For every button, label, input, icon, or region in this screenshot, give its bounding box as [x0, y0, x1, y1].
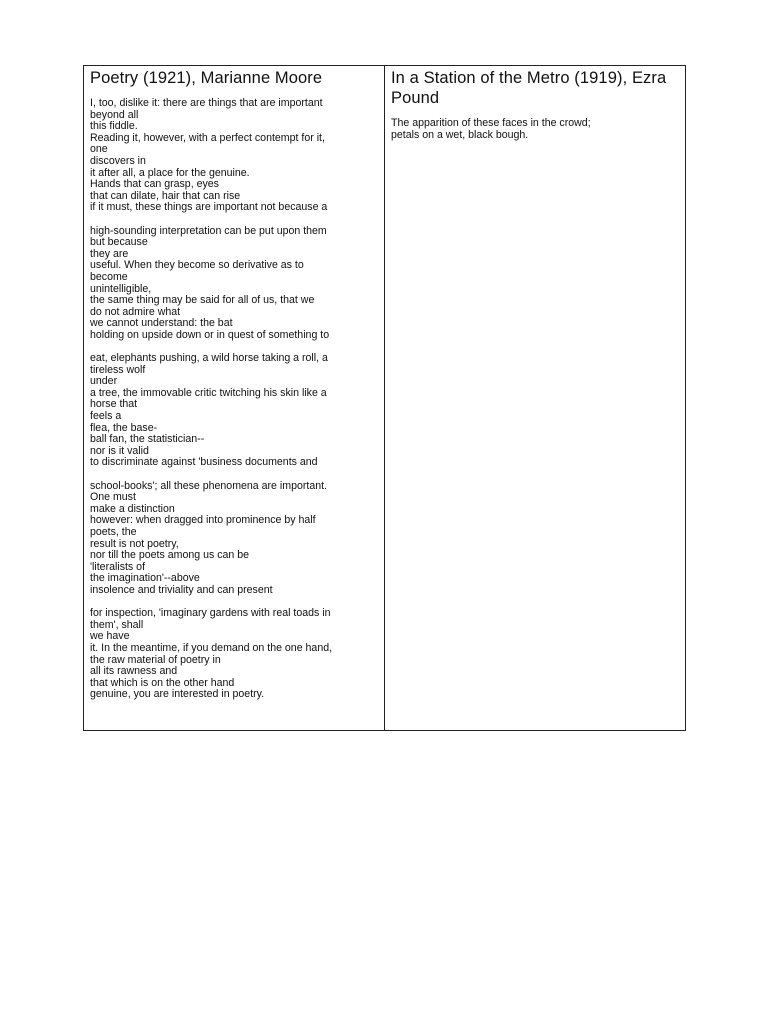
poem-line: to discriminate against 'business documents and: [90, 456, 318, 469]
poem-line: petals on a wet, black bough.: [391, 128, 529, 141]
poem-line: this fiddle.: [90, 120, 138, 133]
poem-line: if it must, these things are important not because a: [90, 201, 328, 214]
poem-line: it after all, a place for the genuine.: [90, 166, 250, 179]
poem-line: school-books'; all these phenomena are important.: [90, 479, 327, 492]
poem-line: useful. When they become so derivative as to: [90, 259, 304, 272]
poem-table: [83, 65, 686, 731]
left-poem-title: Poetry (1921), Marianne Moore: [90, 69, 323, 87]
right-poem-title: In a Station of the Metro (1919), Ezra Pound: [391, 69, 667, 107]
poem-line: it. In the meantime, if you demand on the one hand,: [90, 641, 333, 654]
poem-line: unintelligible,: [90, 282, 152, 295]
poem-line: we have: [90, 630, 130, 643]
poem-line: however: when dragged into prominence by half: [90, 514, 316, 527]
poem-line: I, too, dislike it: there are things that are important: [90, 97, 323, 109]
poem-line: [90, 214, 378, 226]
poem-line: that which is on the other hand: [90, 676, 235, 689]
poem-line: nor is it valid: [90, 444, 149, 457]
poem-line: eat, elephants pushing, a wild horse taking a roll, a: [90, 352, 328, 365]
poem-line: we cannot understand: the bat: [90, 317, 233, 330]
poem-line: the imagination'--above: [90, 572, 200, 585]
left-poem-body: [90, 98, 378, 701]
poem-line: the same thing may be said for all of us, that we: [90, 294, 315, 307]
poem-line: result is not poetry,: [90, 537, 179, 550]
poem-line: do not admire what: [90, 305, 181, 318]
poem-line: them', shall: [90, 618, 144, 631]
poem-line: make a distinction: [90, 502, 175, 515]
poem-line: for inspection, 'imaginary gardens with real toads in: [90, 607, 331, 620]
poem-line: beyond all: [90, 108, 139, 121]
right-poem-body: [391, 118, 679, 141]
poem-line: poets, the: [90, 525, 137, 538]
poem-line: ball fan, the statistician--: [90, 433, 205, 446]
poem-line: that can dilate, hair that can rise: [90, 189, 241, 202]
poem-line: one: [90, 143, 108, 156]
poem-line: 'literalists of: [90, 560, 146, 573]
poem-line: they are: [90, 247, 129, 260]
poem-line: under: [90, 375, 118, 388]
poem-line: Hands that can grasp, eyes: [90, 178, 219, 191]
poem-line: tireless wolf: [90, 363, 146, 376]
poem-line: discovers in: [90, 154, 146, 167]
poem-line: holding on upside down or in quest of something to: [90, 328, 330, 341]
poem-line: high-sounding interpretation can be put upon them: [90, 224, 327, 237]
left-poem-cell: [84, 66, 385, 730]
poem-line: the raw material of poetry in: [90, 653, 221, 666]
poem-line: Reading it, however, with a perfect contempt for it,: [90, 131, 325, 144]
poem-line: genuine, you are interested in poetry.: [90, 688, 265, 701]
poem-line: a tree, the immovable critic twitching his skin like a: [90, 386, 327, 399]
poem-line: all its rawness and: [90, 665, 178, 678]
poem-line: horse that: [90, 398, 138, 411]
right-poem-cell: [385, 66, 685, 730]
poem-line: [90, 469, 378, 481]
poem-line: insolence and triviality and can present: [90, 583, 273, 596]
poem-line: nor till the poets among us can be: [90, 549, 250, 562]
poem-line: feels a: [90, 410, 122, 423]
poem-line: One must: [90, 491, 136, 504]
poem-line: become: [90, 270, 128, 283]
poem-line: but because: [90, 236, 148, 249]
poem-line: The apparition of these faces in the crowd;: [391, 117, 591, 129]
poem-line: flea, the base-: [90, 421, 158, 434]
